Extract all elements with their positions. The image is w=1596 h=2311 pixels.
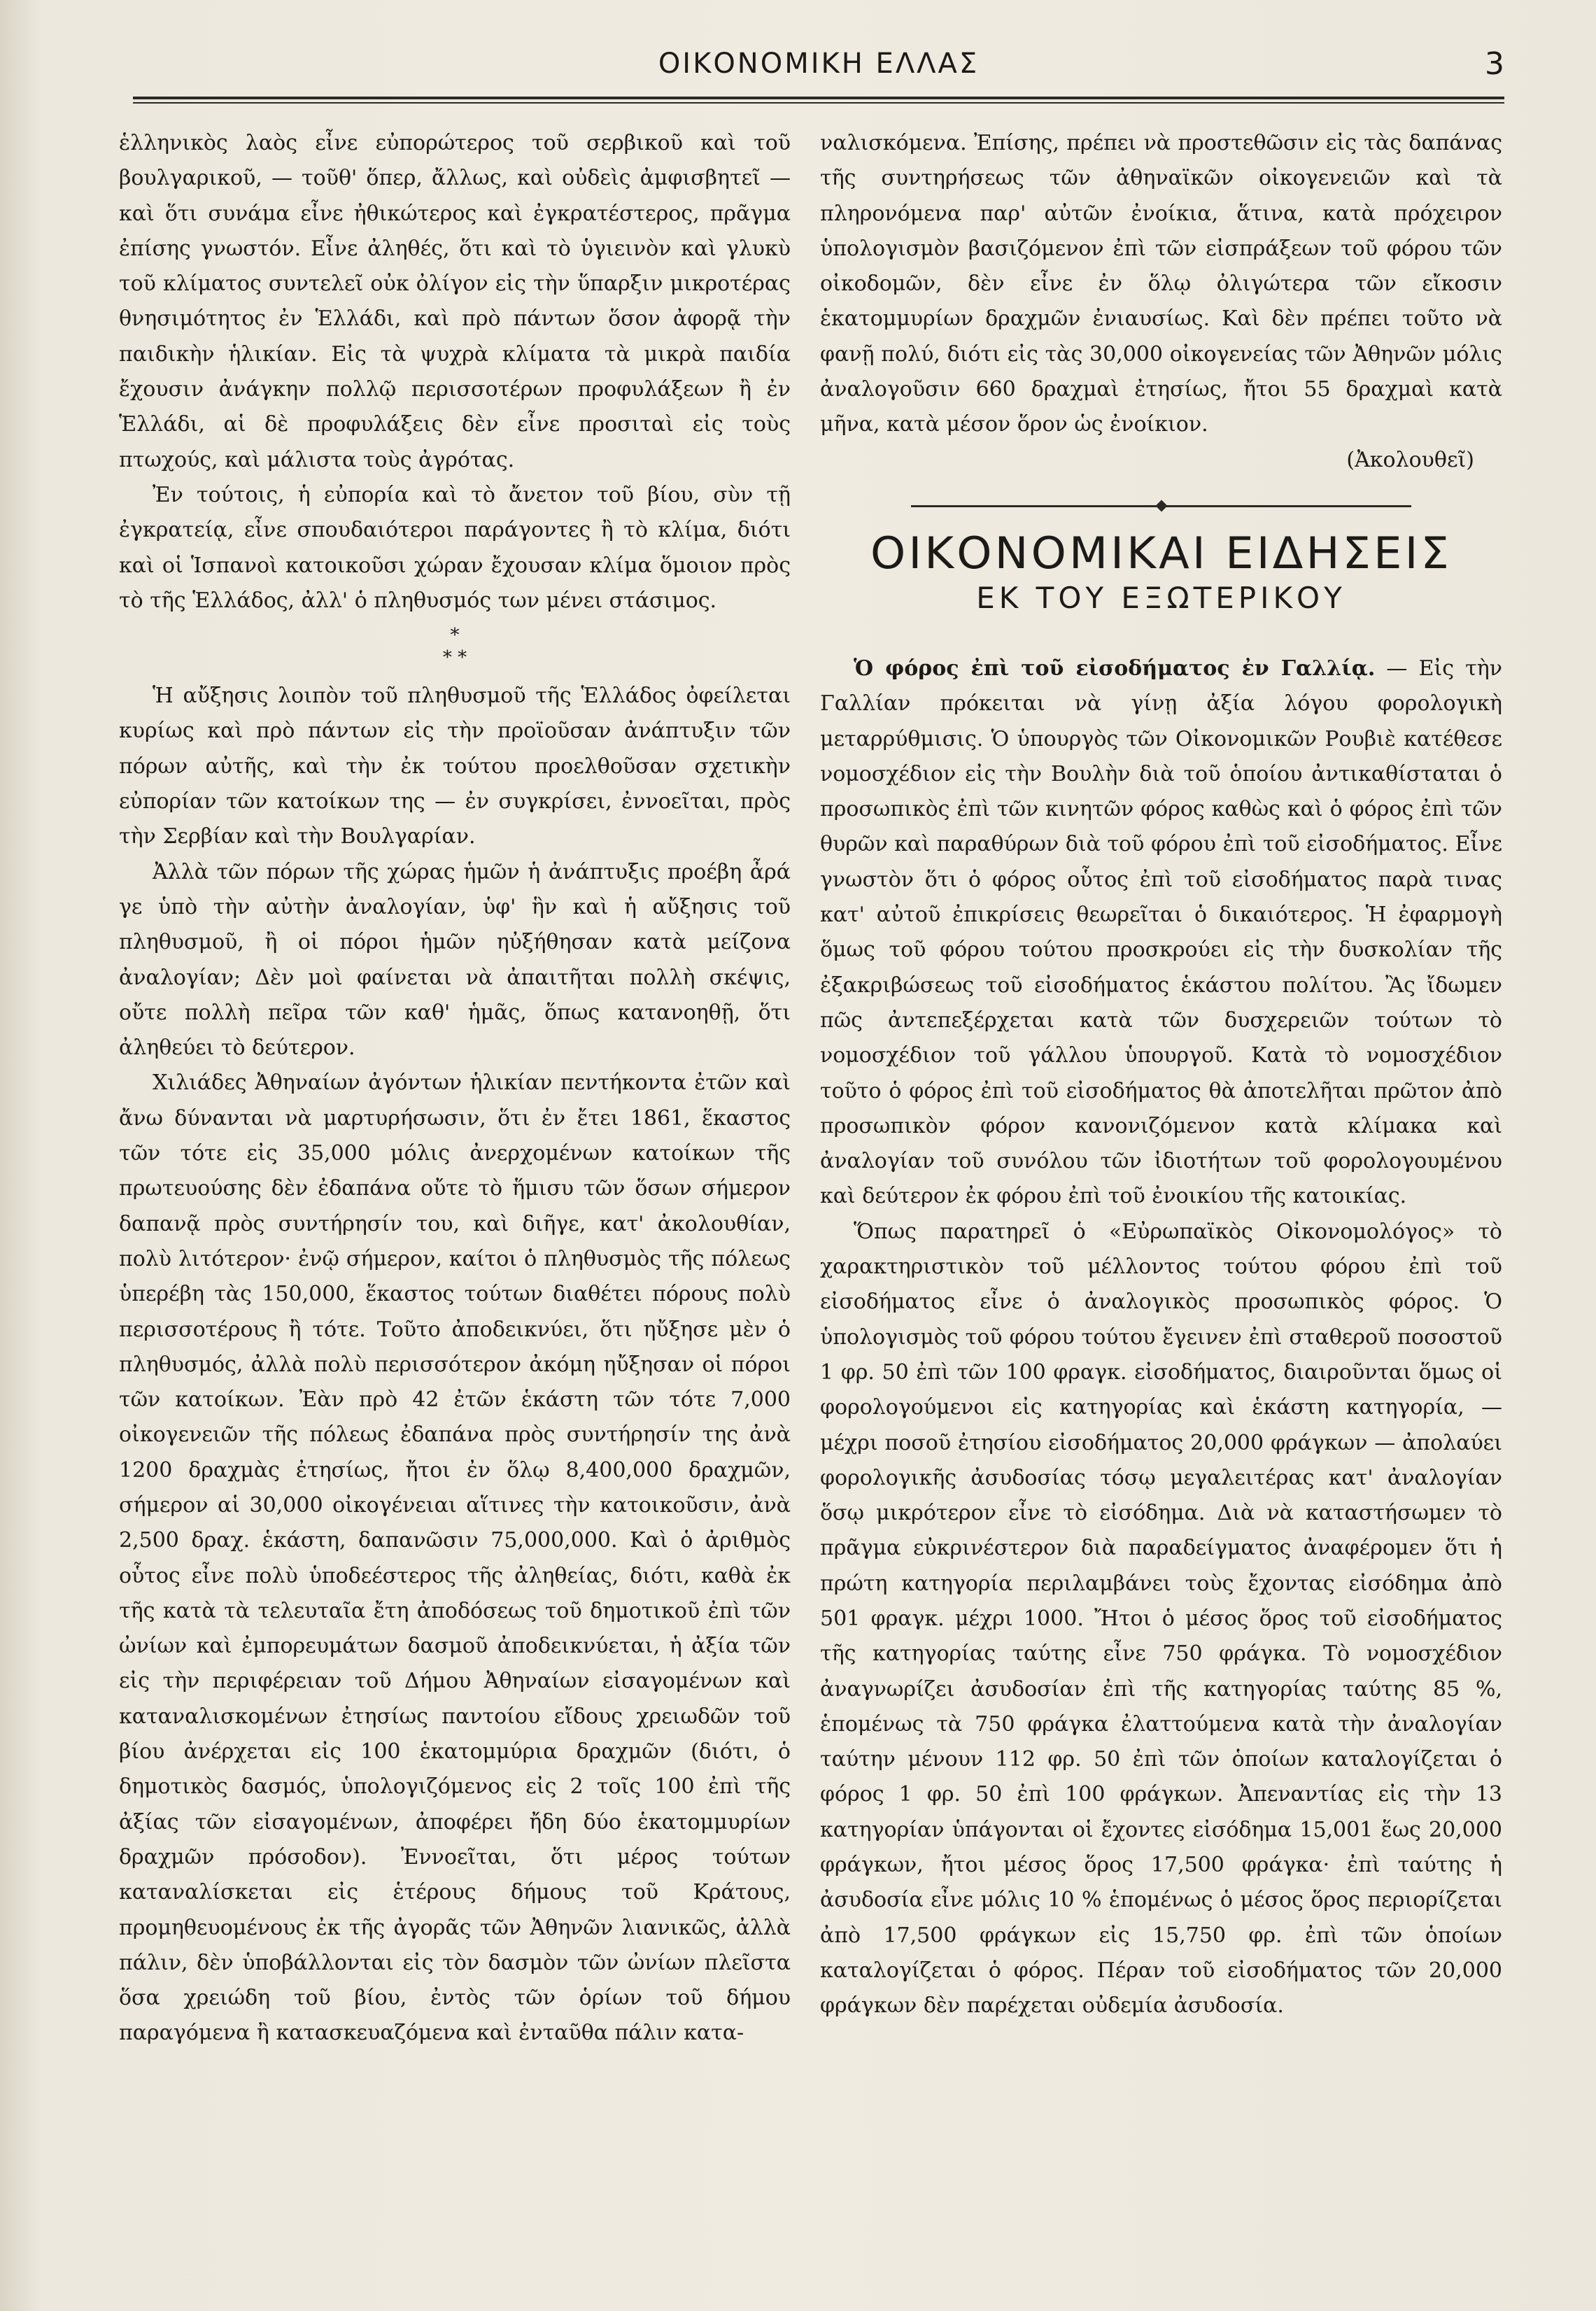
paragraph: Ἡ αὔξησις λοιπὸν τοῦ πληθυσμοῦ τῆς Ἑλλάδος ὀφείλεται κυρίως καὶ πρὸ πάντων εἰς τὴν προϊοῦσαν ἀνάπτυξιν τῶν πόρων αὐτῆς, καὶ τὴν ἐκ τούτου προελθοῦσαν σχετικὴν εὐπορίαν τῶν κατοίκων της — ἐν συγκρίσει, ἐννοεῖται, πρὸς τὴν Σερβίαν καὶ τὴν Βουλγαρίαν. (119, 684, 791, 849)
paragraph: Ὅπως παρατηρεῖ ὁ «Εὐρωπαϊκὸς Οἰκονομολόγος» τὸ χαρακτηριστικὸν τοῦ μέλλοντος τούτου φόρου ἐπὶ τοῦ εἰσοδήματος εἶνε ὁ ἀναλογικὸς προσωπικὸς φόρος. Ὁ ὑπολογισμὸς τοῦ φόρου τούτου ἔγεινεν ἐπὶ σταθεροῦ ποσοστοῦ 1 φρ. 50 ἐπὶ τῶν 100 φραγκ. εἰσοδήματος, διαιροῦνται ὅμως οἱ φορολογούμενοι εἰς κατηγορίας καὶ ἑκάστη κατηγορία, — μέχρι ποσοῦ ἐτησίου εἰσοδήματος 20,000 φράγκων — ἀπολαύει φορολογικῆς ἀσυδοσίας τόσῳ μεγαλειτέρας κατ' ἀναλογίαν ὅσῳ μικρότερον εἶνε τὸ εἰσόδημα. Διὰ νὰ καταστήσωμεν τὸ πρᾶγμα εὐκρινέστερον διὰ παραδείγματος ἀναφέρομεν ὅτι ἡ πρώτη κατηγορία περιλαμβάνει τοὺς ἔχοντας εἰσόδημα ἀπὸ 501 φραγκ. μέχρι 1000. Ἤτοι ὁ μέσος ὅρος τοῦ εἰσοδήματος τῆς κατηγορίας ταύτης εἶνε 750 φράγκα. Τὸ νομοσχέδιον ἀναγνωρίζει ἀσυδοσίαν ἐπὶ τῆς κατηγορίας ταύτης 85 %, ἑπομένως τὰ 750 φράγκα ἐλαττούμενα κατὰ τὴν ἀναλογίαν ταύτην μένουν 112 φρ. 50 ἐπὶ τῶν ὁποίων καταλογίζεται ὁ φόρος 1 φρ. 50 ἐπὶ 100 φράγκων. Ἀπεναντίας εἰς τὴν 13 κατηγορίαν ὑπάγονται οἱ ἔχοντες εἰσόδημα 15,001 ἕως 20,000 φράγκων, ἤτοι μέσος ὅρος 17,500 φράγκα· ἐπὶ ταύτης ἡ ἀσυδοσία εἶνε μόλις 10 % ἑπομένως ὁ μέσος ὅρος περιορίζεται ἀπὸ 17,500 φράγκων εἰς 15,750 φρ. ἐπὶ τῶν ὁποίων καταλογίζεται ὁ φόρος. Πέραν τοῦ εἰσοδήματος τῶν 20,000 φράγκων δὲν παρέχεται οὐδεμία ἀσυδοσία. (820, 1219, 1502, 2019)
section-title: ΟΙΚΟΝΟΜΙΚΑΙ ΕΙΔΗΣΕΙΣ (870, 527, 1453, 579)
running-title: ΟΙΚΟΝΟΜΙΚΗ ΕΛΛΑΣ (658, 48, 980, 80)
paragraph: Ἐν τούτοις, ἡ εὐπορία καὶ τὸ ἄνετον τοῦ βίου, σὺν τῇ ἐγκρατείᾳ, εἶνε σπουδαιότεροι παράγοντες ἢ τὸ κλίμα, διότι καὶ οἱ Ἱσπανοὶ κατοικοῦσι χώραν ἔχουσαν κλίμα ὅμοιον πρὸς τὸ τῆς Ἑλλάδος, ἀλλ' ὁ πληθυσμός των μένει στάσιμος. (119, 482, 791, 613)
paragraph: ἑλληνικὸς λαὸς εἶνε εὐπορώτερος τοῦ σερβικοῦ καὶ τοῦ βουλγαρικοῦ, — τοῦθ' ὅπερ, ἄλλως, καὶ οὐδεὶς ἀμφισβητεῖ — καὶ ὅτι συνάμα εἶνε ἠθικώτερος καὶ ἐγκρατέστερος, πρᾶγμα ἐπίσης γνωστόν. Εἶνε ἀληθές, ὅτι καὶ τὸ ὑγιεινὸν καὶ γλυκὺ τοῦ κλίματος συντελεῖ οὐκ ὀλίγον εἰς τὴν ὕπαρξιν μικροτέρας θνησιμότητος ἐν Ἑλλάδι, καὶ πρὸ πάντων ὅσον ἀφορᾷ τὴν παιδικὴν ἡλικίαν. Εἰς τὰ ψυχρὰ κλίματα τὰ μικρὰ παιδία ἔχουσιν ἀνάγκην πολλῷ περισσοτέρων προφυλάξεων ἢ ἐν Ἑλλάδι, αἱ δὲ προφυλάξεις δὲν εἶνε προσιταὶ εἰς τοὺς πτωχούς, καὶ μάλιστα τοὺς ἀγρότας. (119, 131, 791, 472)
section-break-asterisks: * * * (442, 625, 467, 669)
page-number: 3 (1485, 46, 1504, 82)
continued-note: (Ἀκολουθεῖ) (1346, 447, 1474, 472)
paragraph: Χιλιάδες Ἀθηναίων ἀγόντων ἡλικίαν πεντήκοντα ἐτῶν καὶ ἄνω δύνανται νὰ μαρτυρήσωσιν, ὅτι ἐν ἔτει 1861, ἕκαστος τῶν τότε εἰς 35,000 μόλις ἀνερχομένων κατοίκων τῆς πρωτευούσης δὲν ἐδαπάνα οὔτε τὸ ἥμισυ τῶν ὅσων σήμερον δαπανᾷ πρὸς συντήρησίν του, καὶ διῆγε, κατ' ἀκολουθίαν, πολὺ λιτότερον· ἐνῷ σήμερον, καίτοι ὁ πληθυσμὸς τῆς πόλεως ὑπερέβη τὰς 150,000, ἕκαστος τούτων διαθέτει πόρους πολὺ περισσοτέρους ἢ τότε. Τοῦτο ἀποδεικνύει, ὅτι ηὔξησε μὲν ὁ πληθυσμός, ἀλλὰ πολὺ περισσότερον ἀκόμη ηὔξησαν οἱ πόροι τῶν κατοίκων. Ἐὰν πρὸ 42 ἐτῶν ἑκάστη τῶν τότε 7,000 οἰκογενειῶν τῆς πόλεως ἐδαπάνα πρὸς συντήρησίν της ἀνὰ 1200 δραχμὰς ἐτησίως, ἤτοι ἐν ὅλῳ 8,400,000 δραχμῶν, σήμερον αἱ 30,000 οἰκογένειαι αἵτινες τὴν κατοικοῦσιν, ἀνὰ 2,500 δραχ. ἑκάστη, δαπανῶσιν 75,000,000. Καὶ ὁ ἀριθμὸς οὗτος εἶνε πολὺ ὑποδεέστερος τῆς ἀληθείας, διότι, καθὰ ἐκ τῆς κατὰ τὰ τελευταῖα ἔτη ἀποδόσεως τοῦ δημοτικοῦ ἐπὶ τῶν ὠνίων καὶ ἐμπορευμάτων δασμοῦ ἀποδεικνύεται, ἡ ἀξία τῶν εἰς τὴν περιφέρειαν τοῦ Δήμου Ἀθηναίων εἰσαγομένων καὶ καταναλισκομένων ἐτησίως παντοίου εἴδους χρειωδῶν τοῦ βίου ἀνέρχεται εἰς 100 ἑκατομμύρια δραχμῶν (διότι, ὁ δημοτικὸς δασμός, ὑπολογιζόμενος εἰς 2 τοῖς 100 ἐπὶ τῆς ἀξίας τῶν εἰσαγομένων, ἀποφέρει ἤδη δύο ἑκατομμυρίων δραχμῶν πρόσοδον). Ἐννοεῖται, ὅτι μέρος τούτων καταναλίσκεται εἰς ἑτέρους δήμους τοῦ Κράτους, προμηθευομένους ἐκ τῆς ἀγορᾶς τῶν Ἀθηνῶν λιανικῶς, ἀλλὰ πάλιν, δὲν ὑποβάλλονται εἰς τὸν δασμὸν τῶν ὠνίων πλεῖστα ὅσα χρειώδη τοῦ βίου, ἐντὸς τῶν ὁρίων τοῦ δήμου παραγόμενα ἢ κατασκευαζόμενα καὶ ἐνταῦθα πάλιν κατα- (119, 1070, 791, 2046)
left-column (119, 126, 791, 2051)
news-text: — Εἰς τὴν Γαλλίαν πρόκειται νὰ γίνῃ ἀξία λόγου φορολογικὴ μεταρρύθμισις. Ὁ ὑπουργὸς τῶν Οἰκονομικῶν Ρουβιὲ κατέθεσε νομοσχέδιον εἰς τὴν Βουλὴν διὰ τοῦ ὁποίου ἀντικαθίσταται ὁ προσωπικὸς ἐπὶ τῶν κινητῶν φόρος καθὼς καὶ ὁ φόρος ἐπὶ τῶν θυρῶν καὶ παραθύρων διὰ τοῦ φόρου ἐπὶ τοῦ εἰσοδήματος. Εἶνε γνωστὸν ὅτι ὁ φόρος οὗτος ἐπὶ τοῦ εἰσοδήματος παρὰ τινας κατ' αὐτοῦ ἐπικρίσεις θεωρεῖται ὁ δικαιότερος. Ἡ ἐφαρμογὴ ὅμως τοῦ φόρου τούτου προσκρούει εἰς τὴν δυσκολίαν τῆς ἐξακριβώσεως τοῦ εἰσοδήματος ἑκάστου πολίτου. Ἂς ἴδωμεν πῶς ἀντεπεξέρχεται κατὰ τῶν δυσχερειῶν τούτων τὸ νομοσχέδιον τοῦ γάλλου ὑπουργοῦ. Κατὰ τὸ νομοσχέδιον τοῦτο ὁ φόρος ἐπὶ τοῦ εἰσοδήματος θὰ ἀποτελῆται πρῶτον ἀπὸ προσωπικὸν φόρον κανονιζόμενον κατὰ κλίμακα καὶ ἀναλογίαν τοῦ συνόλου τῶν ἰδιοτήτων τοῦ φορολογουμένου καὶ δεύτερον ἐκ φόρου ἐπὶ τοῦ ἐνοικίου τῆς κατοικίας. (820, 656, 1502, 1209)
news-heading: Ὁ φόρος ἐπὶ τοῦ εἰσοδήματος ἐν Γαλλίᾳ. (854, 656, 1376, 681)
header-rule (133, 97, 1504, 99)
divider-ornament (1155, 500, 1167, 511)
right-column (820, 126, 1502, 2024)
paragraph: ναλισκόμενα. Ἐπίσης, πρέπει νὰ προστεθῶσιν εἰς τὰς δαπάνας τῆς συντηρήσεως τῶν ἀθηναϊκῶν οἰκογενειῶν καὶ τὰ πληρονόμενα παρ' αὐτῶν ἐνοίκια, ἅτινα, κατὰ πρόχειρον ὑπολογισμὸν βασιζόμενον ἐπὶ τῶν εἰσπράξεων τοῦ φόρου τῶν οἰκοδομῶν, δὲν εἶνε ἐν ὅλῳ ὀλιγώτερα τῶν εἴκοσιν ἑκατομμυρίων δραχμῶν ἐνιαυσίως. Καὶ δὲν πρέπει τοῦτο νὰ φανῇ πολύ, διότι εἰς τὰς 30,000 οἰκογενείας τῶν Ἀθηνῶν μόλις ἀναλογοῦσιν 660 δραχμαὶ ἐτησίως, ἤτοι 55 δραχμαὶ κατὰ μῆνα, κατὰ μέσον ὅρον ὡς ἐνοίκιον. (820, 131, 1502, 437)
header-rule-thin (133, 102, 1504, 104)
paragraph: Ἀλλὰ τῶν πόρων τῆς χώρας ἡμῶν ἡ ἀνάπτυξις προέβη ἆρά γε ὑπὸ τὴν αὐτὴν ἀναλογίαν, ὑφ' ἣν καὶ ἡ αὔξησις τοῦ πληθυσμοῦ, ἢ οἱ πόροι ἡμῶν ηὐξήθησαν κατὰ μείζονα ἀναλογίαν; Δὲν μοὶ φαίνεται νὰ ἀπαιτῆται πολλὴ σκέψις, οὔτε πολλὴ πεῖρα τῶν καθ' ἡμᾶς, ὅπως κατανοηθῇ, ὅτι ἀληθεύει τὸ δεύτερον. (119, 859, 791, 1061)
page-header (133, 42, 1504, 91)
news-paragraph (820, 651, 1502, 1215)
section-divider (820, 492, 1502, 520)
section-subtitle: ΕΚ ΤΟΥ ΕΞΩΤΕΡΙΚΟΥ (976, 580, 1346, 615)
